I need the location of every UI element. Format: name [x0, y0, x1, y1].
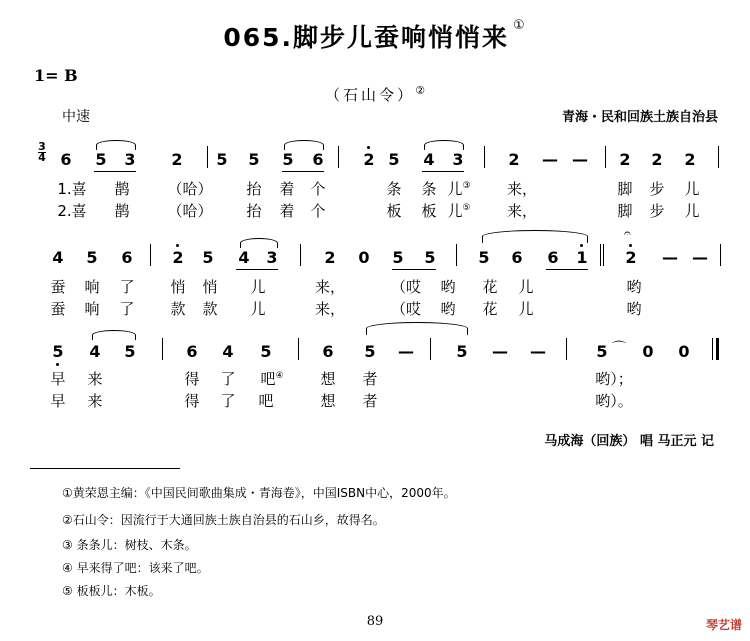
footnote-4: ④ 早来得了吧：该来了吧。: [62, 561, 209, 575]
underline: [392, 269, 436, 270]
slur: [482, 230, 588, 243]
region-source: 青海・民和回族土族自治县: [561, 110, 718, 125]
slur: [240, 238, 278, 248]
note: 6: [312, 150, 324, 169]
note: 4: [423, 150, 435, 169]
note: 5: [216, 150, 228, 169]
dash: —: [542, 150, 558, 169]
slur: [424, 140, 464, 150]
underline: [94, 171, 136, 172]
slur: [96, 140, 136, 150]
note: 5: [282, 150, 294, 169]
bar-line: [207, 146, 208, 168]
footnote-3: ③ 条条儿：树枝、木条。: [62, 538, 197, 552]
slur: [366, 322, 468, 335]
song-title: 065.脚步儿蚕响悄悄来 ①: [223, 18, 527, 52]
tempo-marking: 中速: [62, 109, 90, 125]
time-signature: 3 4: [38, 140, 46, 164]
dash: —: [572, 150, 588, 169]
note: 2: [363, 150, 375, 169]
octave-dot: [629, 244, 632, 247]
underline: [546, 269, 588, 270]
note: 5: [95, 150, 107, 169]
key-signature: 1= B: [34, 66, 78, 85]
tie-mark: ⌒: [612, 341, 626, 357]
subtitle: （石山令）②: [325, 84, 425, 104]
note: 2: [651, 150, 663, 169]
underline: [422, 171, 464, 172]
note: 6: [60, 150, 72, 169]
notation-line-2: 4 5 6 2 5 4 3 2 0 5 5 5 6 6 1 2 — —: [0, 248, 750, 268]
octave-dot: [580, 244, 583, 247]
underline: [282, 171, 324, 172]
note: 3: [124, 150, 136, 169]
footnote-5: ⑤ 板板儿：木板。: [62, 584, 161, 598]
note: 2: [171, 150, 183, 169]
slur: [284, 140, 324, 150]
fermata-icon: 𝄐: [624, 226, 631, 240]
page-number: 89: [366, 614, 384, 629]
bar-line: [718, 146, 719, 168]
note: 2: [508, 150, 520, 169]
watermark-logo: 琴艺谱: [705, 618, 742, 632]
footnote-2: ②石山令：因流行于大通回族土族自治县的石山乡，故得名。: [62, 513, 385, 527]
bar-line: [605, 146, 606, 168]
note: 5: [388, 150, 400, 169]
octave-dot: [176, 244, 179, 247]
footnote-1: ①黄荣恩主编：《中国民间歌曲集成・青海卷》，中国ISBN中心，2000年。: [62, 486, 456, 500]
note: 2: [684, 150, 696, 169]
note: 3: [452, 150, 464, 169]
notation-line-1: [0, 150, 750, 170]
slur: [92, 330, 136, 340]
note: 5: [248, 150, 260, 169]
footnote-divider: [30, 468, 180, 469]
octave-dot: [56, 363, 59, 366]
note: 2: [619, 150, 631, 169]
underline: [236, 269, 278, 270]
bar-line: [338, 146, 339, 168]
notation-line-3: 5 4 5 6 4 5 6 5 — 5 — — 5 0 0: [0, 342, 750, 362]
octave-dot: [367, 146, 370, 149]
credit-line: 马成海（回族） 唱 马正元 记: [544, 434, 714, 449]
bar-line: [484, 146, 485, 168]
